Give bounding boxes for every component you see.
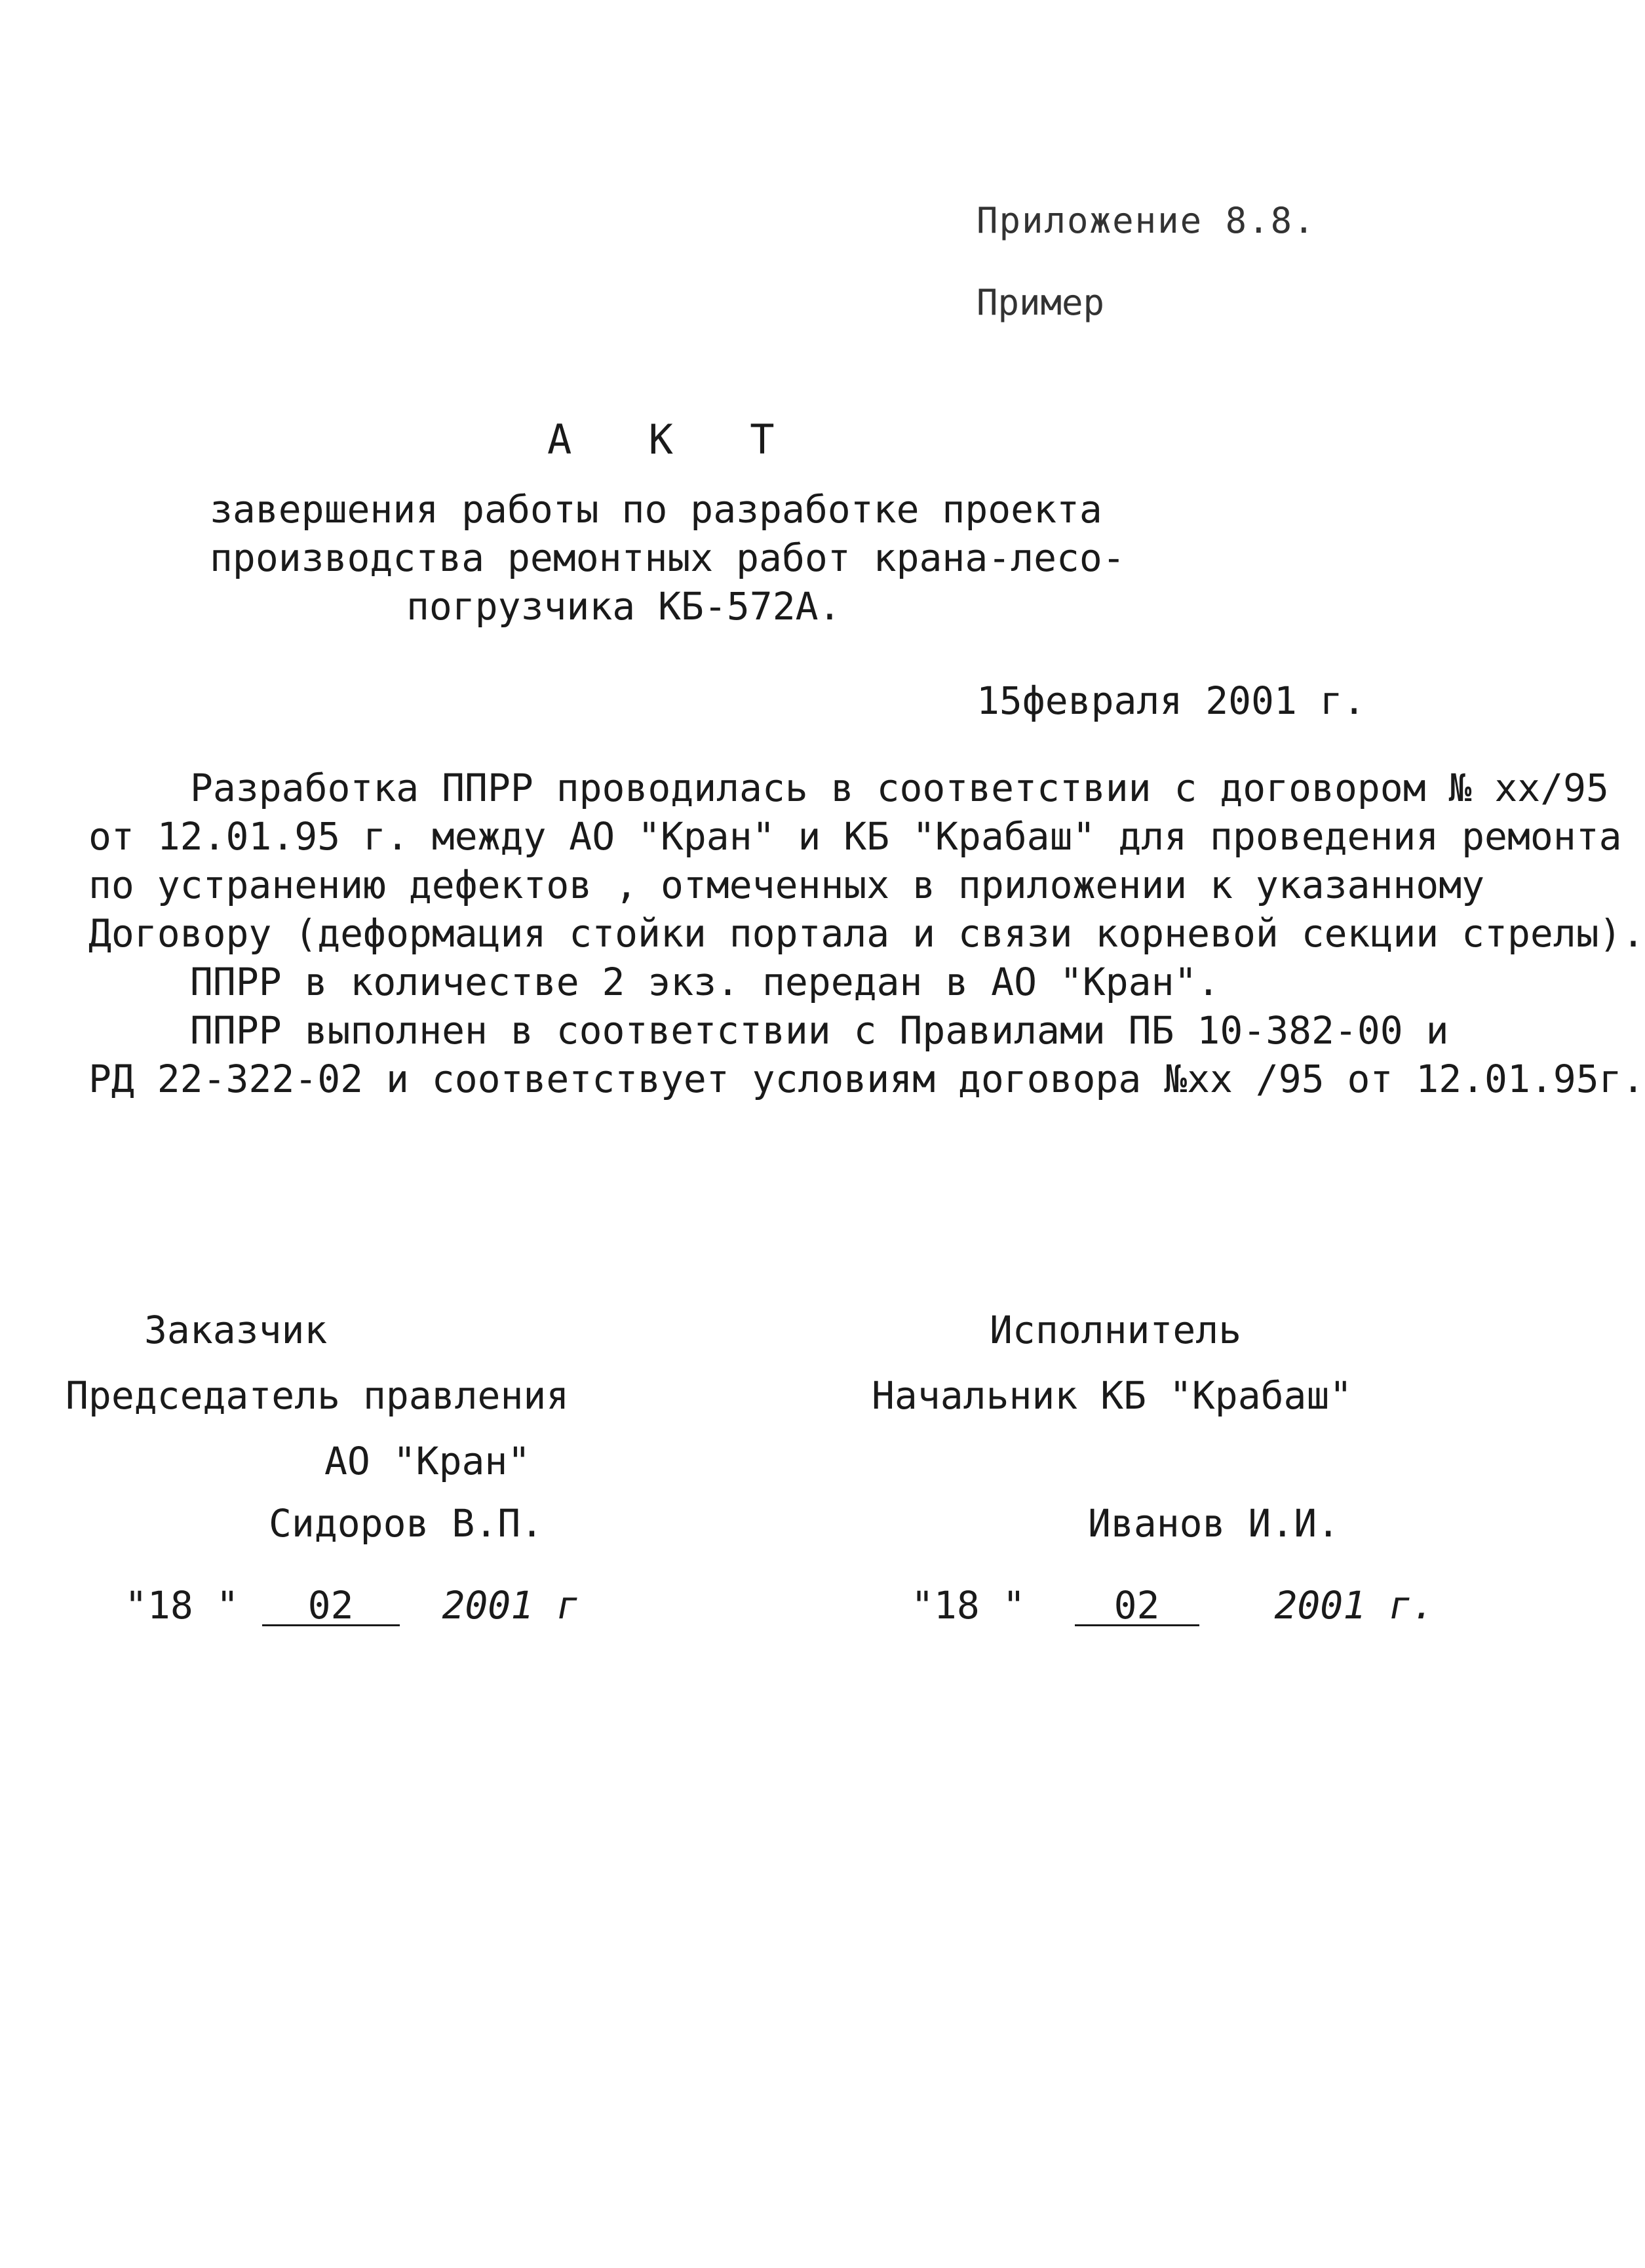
customer-date-day: "18 " (125, 1583, 239, 1628)
customer-date-year: 2001 г (442, 1583, 579, 1628)
subtitle-line: производства ремонтных работ крана-лесо- (210, 536, 1125, 580)
executor-role: Исполнитель (990, 1308, 1242, 1352)
example-label: Пример (977, 282, 1105, 323)
executor-name: Иванов И.И. (1088, 1501, 1340, 1546)
customer-organization: АО "Кран" (324, 1439, 531, 1483)
body-line: ППРР выполнен в соответствии с Правилами ПБ 10-382-00 и (190, 1008, 1449, 1053)
subtitle-line: завершения работы по разработке проекта (210, 487, 1102, 532)
customer-role: Заказчик (144, 1308, 328, 1352)
customer-date-month: 02 (262, 1586, 400, 1626)
body-line: Договору (деформация стойки портала и связи корневой секции стрелы). (88, 911, 1645, 956)
executor-signature-date (911, 1583, 1435, 1628)
body-line: от 12.01.95 г. между АО "Кран" и КБ "Крабаш" для проведения ремонта (88, 814, 1622, 859)
document-subtitle (210, 485, 1125, 631)
executor-date-month: 02 (1075, 1586, 1199, 1626)
subtitle-line: погрузчика КБ-572А. (406, 584, 842, 629)
customer-signature-date (125, 1583, 579, 1628)
executor-date-day: "18 " (911, 1583, 1026, 1628)
document-date: 15февраля 2001 г. (977, 678, 1366, 723)
document-title: А К Т (547, 416, 801, 463)
body-line: РД 22-322-02 и соответствует условиям договора №хх /95 от 12.01.95г. (88, 1057, 1645, 1101)
body-line: ППРР в количестве 2 экз. передан в АО "Кран". (190, 960, 1220, 1004)
executor-date-year: 2001 г. (1274, 1583, 1435, 1628)
appendix-label: Приложение 8.8. (977, 200, 1316, 241)
body-line: по устранению дефектов , отмеченных в приложении к указанному (88, 863, 1485, 907)
customer-name: Сидоров В.П. (269, 1501, 544, 1546)
customer-position: Председатель правления (66, 1373, 570, 1418)
executor-position: Начальник КБ "Крабаш" (872, 1373, 1353, 1418)
body-line: Разработка ППРР проводилась в соответствии с договором № хх/95 (190, 766, 1609, 810)
document-body (88, 764, 1645, 1103)
